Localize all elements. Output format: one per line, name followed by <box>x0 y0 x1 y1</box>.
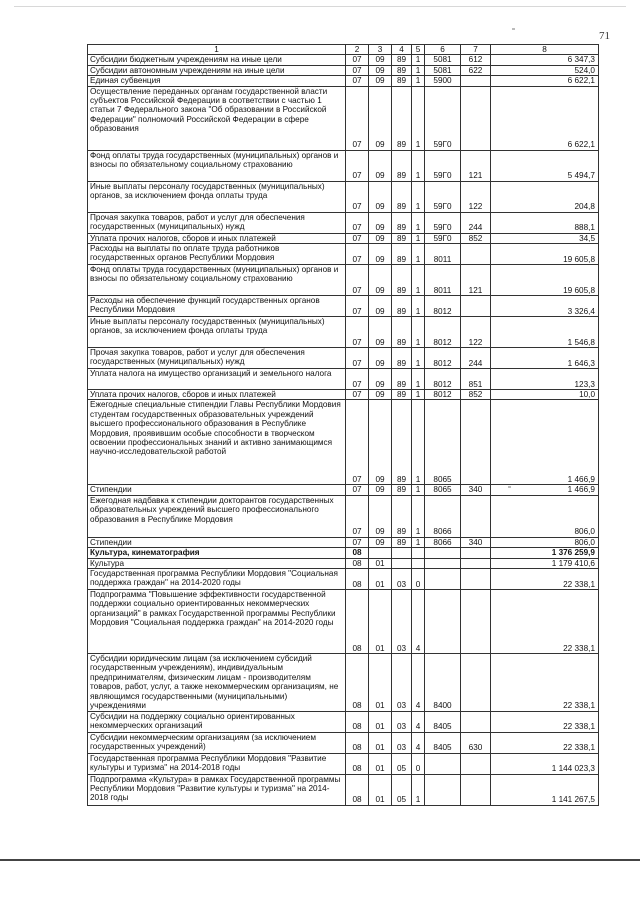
row-code-c4: 89 <box>392 369 412 390</box>
row-name: Стипендии <box>88 485 346 495</box>
row-name: Государственная программа Республики Мордовия "Развитие культуры и туризма" на 2014-2018 годы <box>88 753 346 774</box>
row-code-c5: 1 <box>412 495 425 537</box>
table-row <box>88 774 599 805</box>
row-code-c2: 07 <box>346 296 369 317</box>
table-row <box>88 711 599 732</box>
row-code-c2: 08 <box>346 558 369 568</box>
row-amount: 22 338,1 <box>491 654 599 711</box>
table-row <box>88 537 599 547</box>
row-code-c4: 89 <box>392 150 412 181</box>
row-code-c2: 07 <box>346 537 369 547</box>
row-code-c2: 08 <box>346 590 369 654</box>
row-code-c3: 09 <box>369 212 392 233</box>
table-row <box>88 181 599 212</box>
row-code-c3: 09 <box>369 485 392 495</box>
row-code-c2: 07 <box>346 233 369 243</box>
row-code-c2: 07 <box>346 485 369 495</box>
row-amount: 34,5 <box>491 233 599 243</box>
row-name: Расходы на обеспечение функций государственных органов Республики Мордовия <box>88 296 346 317</box>
row-code-c4: 89 <box>392 348 412 369</box>
row-code-c7: 244 <box>461 212 491 233</box>
row-code-c6: 8011 <box>425 244 461 265</box>
row-amount: 123,3 <box>491 369 599 390</box>
row-code-c5: 1 <box>412 55 425 65</box>
row-code-c6: 8400 <box>425 654 461 711</box>
row-code-c2: 08 <box>346 548 369 558</box>
row-name: Прочая закупка товаров, работ и услуг для обеспечения государственных (муниципальных) нужд <box>88 348 346 369</box>
row-code-c2: 07 <box>346 212 369 233</box>
row-code-c3: 09 <box>369 233 392 243</box>
row-code-c5: 1 <box>412 150 425 181</box>
row-code-c3: 01 <box>369 569 392 590</box>
row-code-c6: 5900 <box>425 76 461 86</box>
row-code-c6: 8066 <box>425 495 461 537</box>
row-code-c7: 851 <box>461 369 491 390</box>
row-code-c4: 89 <box>392 400 412 485</box>
row-name: Субсидии некоммерческим организациям (за исключением государственных учреждений) <box>88 732 346 753</box>
row-code-c2: 07 <box>346 317 369 348</box>
row-code-c7: 340 <box>461 537 491 547</box>
table-row <box>88 233 599 243</box>
row-amount: 6 622,1 <box>491 86 599 150</box>
row-name: Расходы на выплаты по оплате труда работников государственных органов Республики Мордовия <box>88 244 346 265</box>
row-code-c4: 03 <box>392 590 412 654</box>
row-amount: 22 338,1 <box>491 711 599 732</box>
row-code-c3: 09 <box>369 150 392 181</box>
scan-speck <box>508 486 511 488</box>
row-code-c5: 1 <box>412 317 425 348</box>
row-code-c7 <box>461 711 491 732</box>
row-code-c7 <box>461 558 491 568</box>
row-code-c7 <box>461 400 491 485</box>
row-code-c5: 0 <box>412 753 425 774</box>
table-row <box>88 86 599 150</box>
row-code-c4: 89 <box>392 212 412 233</box>
row-amount: 19 605,8 <box>491 265 599 296</box>
row-code-c7 <box>461 590 491 654</box>
table-row <box>88 390 599 400</box>
table-row <box>88 495 599 537</box>
row-code-c7: 122 <box>461 317 491 348</box>
row-code-c5: 1 <box>412 400 425 485</box>
row-code-c2: 08 <box>346 569 369 590</box>
budget-table <box>87 44 599 806</box>
row-code-c6: 8065 <box>425 485 461 495</box>
row-code-c4: 89 <box>392 390 412 400</box>
table-row <box>88 65 599 75</box>
table-row <box>88 348 599 369</box>
row-code-c7: 852 <box>461 390 491 400</box>
column-header: 8 <box>491 45 599 55</box>
row-code-c7 <box>461 244 491 265</box>
row-code-c5 <box>412 558 425 568</box>
row-amount: 1 141 267,5 <box>491 774 599 805</box>
row-code-c5: 1 <box>412 233 425 243</box>
row-code-c6: 8405 <box>425 711 461 732</box>
row-code-c3: 09 <box>369 390 392 400</box>
row-code-c6 <box>425 753 461 774</box>
table-row <box>88 55 599 65</box>
row-name: Уплата прочих налогов, сборов и иных платежей <box>88 390 346 400</box>
table-row <box>88 76 599 86</box>
row-code-c6: 8405 <box>425 732 461 753</box>
row-code-c7: 612 <box>461 55 491 65</box>
row-code-c6: 8066 <box>425 537 461 547</box>
row-name: Культура, кинематография <box>88 548 346 558</box>
row-amount: 1 466,9 <box>491 485 599 495</box>
row-code-c5: 4 <box>412 590 425 654</box>
row-code-c4 <box>392 548 412 558</box>
row-code-c4: 03 <box>392 711 412 732</box>
row-code-c6: 8012 <box>425 348 461 369</box>
row-code-c3: 09 <box>369 495 392 537</box>
row-code-c4: 03 <box>392 654 412 711</box>
row-amount: 1 179 410,6 <box>491 558 599 568</box>
row-code-c4: 89 <box>392 296 412 317</box>
row-amount: 806,0 <box>491 537 599 547</box>
row-code-c4: 89 <box>392 265 412 296</box>
row-code-c3: 09 <box>369 76 392 86</box>
table-row <box>88 369 599 390</box>
row-amount: 5 494,7 <box>491 150 599 181</box>
row-code-c5: 1 <box>412 537 425 547</box>
row-code-c5: 1 <box>412 76 425 86</box>
row-code-c2: 07 <box>346 244 369 265</box>
row-code-c3: 09 <box>369 86 392 150</box>
row-code-c4: 05 <box>392 753 412 774</box>
row-code-c7: 122 <box>461 181 491 212</box>
row-code-c5: 1 <box>412 86 425 150</box>
row-code-c5: 1 <box>412 181 425 212</box>
table-row <box>88 150 599 181</box>
row-code-c3: 01 <box>369 590 392 654</box>
row-name: Подпрограмма "Повышение эффективности государственной поддержки социально ориентированных некоммерческих организаций" в рамках Государственной программы Республики Мордовия "Социальная поддержка граждан" на 2014-2020 годы <box>88 590 346 654</box>
row-code-c5 <box>412 548 425 558</box>
row-code-c4: 89 <box>392 495 412 537</box>
row-code-c5: 1 <box>412 348 425 369</box>
row-name: Ежегодная надбавка к стипендии докторантов государственных образовательных учреждений высшего профессионального образования в Республике Мордовия <box>88 495 346 537</box>
row-code-c4: 89 <box>392 233 412 243</box>
row-name: Уплата прочих налогов, сборов и иных платежей <box>88 233 346 243</box>
row-code-c7: 630 <box>461 732 491 753</box>
table-row <box>88 548 599 558</box>
row-amount: 1 376 259,9 <box>491 548 599 558</box>
column-header: 6 <box>425 45 461 55</box>
row-code-c3 <box>369 548 392 558</box>
row-code-c2: 07 <box>346 55 369 65</box>
row-code-c3: 09 <box>369 317 392 348</box>
row-name: Субсидии на поддержку социально ориентированных некоммерческих организаций <box>88 711 346 732</box>
row-code-c6: 59Г0 <box>425 181 461 212</box>
row-code-c7 <box>461 495 491 537</box>
row-amount: 22 338,1 <box>491 590 599 654</box>
row-code-c2: 07 <box>346 390 369 400</box>
row-code-c7: 244 <box>461 348 491 369</box>
row-name: Осуществление переданных органам государственной власти субъектов Российской Федерации в соответствии с частью 1 статьи 7 Федерального закона "Об образовании в Российской Федерации" полномочий Российской Федерации в сфере образования <box>88 86 346 150</box>
row-name: Фонд оплаты труда государственных (муниципальных) органов и взносы по обязательному социальному страхованию <box>88 265 346 296</box>
row-code-c7 <box>461 86 491 150</box>
row-code-c6: 59Г0 <box>425 86 461 150</box>
table-row <box>88 296 599 317</box>
row-code-c6 <box>425 558 461 568</box>
table-row <box>88 317 599 348</box>
row-code-c5: 4 <box>412 711 425 732</box>
row-amount: 3 326,4 <box>491 296 599 317</box>
table-row <box>88 590 599 654</box>
table-row <box>88 654 599 711</box>
row-code-c2: 07 <box>346 76 369 86</box>
row-code-c4: 89 <box>392 537 412 547</box>
row-code-c2: 07 <box>346 265 369 296</box>
row-name: Единая субвенция <box>88 76 346 86</box>
row-code-c3: 09 <box>369 400 392 485</box>
row-code-c2: 07 <box>346 86 369 150</box>
row-code-c2: 08 <box>346 732 369 753</box>
table-row <box>88 400 599 485</box>
row-code-c4 <box>392 558 412 568</box>
row-name: Прочая закупка товаров, работ и услуг для обеспечения государственных (муниципальных) нужд <box>88 212 346 233</box>
row-code-c4: 89 <box>392 317 412 348</box>
row-code-c7 <box>461 753 491 774</box>
row-code-c2: 07 <box>346 348 369 369</box>
table-header-row <box>88 45 599 55</box>
row-name: Субсидии бюджетным учреждениям на иные цели <box>88 55 346 65</box>
row-code-c7: 121 <box>461 150 491 181</box>
row-name: Субсидии автономным учреждениям на иные цели <box>88 65 346 75</box>
table-row <box>88 569 599 590</box>
row-code-c5: 1 <box>412 244 425 265</box>
row-amount: 1 144 023,3 <box>491 753 599 774</box>
row-code-c7: 852 <box>461 233 491 243</box>
row-code-c4: 89 <box>392 485 412 495</box>
column-header: 7 <box>461 45 491 55</box>
row-name: Фонд оплаты труда государственных (муниципальных) органов и взносы по обязательному социальному страхованию <box>88 150 346 181</box>
row-code-c2: 07 <box>346 400 369 485</box>
table-row <box>88 212 599 233</box>
row-code-c5: 1 <box>412 369 425 390</box>
row-amount: 1 466,9 <box>491 400 599 485</box>
row-code-c6 <box>425 590 461 654</box>
row-code-c3: 01 <box>369 753 392 774</box>
row-code-c5: 1 <box>412 390 425 400</box>
row-amount: 6 622,1 <box>491 76 599 86</box>
row-code-c7 <box>461 774 491 805</box>
row-code-c4: 89 <box>392 76 412 86</box>
row-code-c6: 8065 <box>425 400 461 485</box>
row-code-c6: 5081 <box>425 65 461 75</box>
column-header: 5 <box>412 45 425 55</box>
row-code-c7 <box>461 654 491 711</box>
row-code-c7 <box>461 76 491 86</box>
column-header: 3 <box>369 45 392 55</box>
row-code-c6: 8012 <box>425 317 461 348</box>
table-body <box>88 45 599 806</box>
row-name: Культура <box>88 558 346 568</box>
row-name: Ежегодные специальные стипендии Главы Республики Мордовия студентам государственных образовательных учреждений высшего профессионального образования в Республике Мордовия, проявившим особые способности в творческом освоении профессиональных знаний и активно занимающимся научно-исследовательской работой <box>88 400 346 485</box>
row-code-c7 <box>461 296 491 317</box>
row-code-c3: 09 <box>369 181 392 212</box>
row-amount: 10,0 <box>491 390 599 400</box>
row-code-c3: 09 <box>369 369 392 390</box>
row-code-c5: 1 <box>412 212 425 233</box>
row-code-c6: 8011 <box>425 265 461 296</box>
row-code-c4: 89 <box>392 86 412 150</box>
row-code-c6: 8012 <box>425 296 461 317</box>
row-code-c2: 07 <box>346 495 369 537</box>
row-code-c3: 09 <box>369 244 392 265</box>
row-amount: 19 605,8 <box>491 244 599 265</box>
row-code-c6: 5081 <box>425 55 461 65</box>
column-header: 2 <box>346 45 369 55</box>
row-code-c6: 8012 <box>425 369 461 390</box>
row-code-c6: 59Г0 <box>425 233 461 243</box>
row-amount: 22 338,1 <box>491 732 599 753</box>
row-code-c3: 09 <box>369 65 392 75</box>
row-code-c3: 01 <box>369 774 392 805</box>
table-row <box>88 485 599 495</box>
row-name: Иные выплаты персоналу государственных (муниципальных) органов, за исключением фонда оплаты труда <box>88 181 346 212</box>
row-name: Иные выплаты персоналу государственных (муниципальных) органов, за исключением фонда оплаты труда <box>88 317 346 348</box>
row-code-c6 <box>425 774 461 805</box>
row-code-c5: 1 <box>412 65 425 75</box>
scan-bottom-rule <box>0 859 640 861</box>
row-amount: 204,8 <box>491 181 599 212</box>
row-code-c4: 89 <box>392 55 412 65</box>
row-code-c5: 1 <box>412 265 425 296</box>
row-amount: 524,0 <box>491 65 599 75</box>
row-code-c2: 08 <box>346 753 369 774</box>
table-row <box>88 558 599 568</box>
row-code-c2: 08 <box>346 654 369 711</box>
row-code-c2: 07 <box>346 369 369 390</box>
row-code-c6: 59Г0 <box>425 212 461 233</box>
scan-top-rule <box>14 6 626 7</box>
row-code-c5: 4 <box>412 654 425 711</box>
row-code-c3: 09 <box>369 265 392 296</box>
row-amount: 6 347,3 <box>491 55 599 65</box>
row-code-c6 <box>425 569 461 590</box>
row-code-c4: 89 <box>392 244 412 265</box>
row-name: Субсидии юридическим лицам (за исключением субсидий государственным учреждениям), индивидуальным предпринимателям, физическим лицам - производителям товаров, работ, услуг, а также некоммерческим организациям, не являющимся государственными (муниципальными) учреждениями <box>88 654 346 711</box>
row-code-c7: 622 <box>461 65 491 75</box>
table-row <box>88 753 599 774</box>
row-code-c5: 0 <box>412 569 425 590</box>
row-name: Уплата налога на имущество организаций и земельного налога <box>88 369 346 390</box>
row-name: Государственная программа Республики Мордовия "Социальная поддержка граждан" на 2014-2020 годы <box>88 569 346 590</box>
row-code-c2: 08 <box>346 711 369 732</box>
row-code-c2: 08 <box>346 774 369 805</box>
row-code-c3: 09 <box>369 537 392 547</box>
row-code-c5: 1 <box>412 296 425 317</box>
row-code-c4: 89 <box>392 181 412 212</box>
column-header: 4 <box>392 45 412 55</box>
row-code-c5: 1 <box>412 774 425 805</box>
row-code-c3: 01 <box>369 558 392 568</box>
row-code-c7 <box>461 569 491 590</box>
row-code-c3: 09 <box>369 296 392 317</box>
row-code-c3: 01 <box>369 654 392 711</box>
row-code-c2: 07 <box>346 150 369 181</box>
row-code-c5: 1 <box>412 485 425 495</box>
row-amount: 1 546,8 <box>491 317 599 348</box>
row-code-c7: 121 <box>461 265 491 296</box>
row-code-c3: 01 <box>369 711 392 732</box>
row-amount: 888,1 <box>491 212 599 233</box>
row-code-c2: 07 <box>346 65 369 75</box>
row-code-c3: 09 <box>369 348 392 369</box>
row-code-c3: 09 <box>369 55 392 65</box>
page-number: 71 <box>599 30 610 42</box>
table-row <box>88 265 599 296</box>
row-code-c4: 03 <box>392 569 412 590</box>
row-code-c4: 03 <box>392 732 412 753</box>
row-code-c6: 8012 <box>425 390 461 400</box>
scan-speck <box>512 28 515 30</box>
row-amount: 1 646,3 <box>491 348 599 369</box>
row-name: Стипендии <box>88 537 346 547</box>
column-header: 1 <box>88 45 346 55</box>
row-code-c2: 07 <box>346 181 369 212</box>
table-row <box>88 732 599 753</box>
row-code-c7: 340 <box>461 485 491 495</box>
row-code-c4: 89 <box>392 65 412 75</box>
row-name: Подпрограмма «Культура» в рамках Государственной программы Республики Мордовия "Развитие культуры и туризма" на 2014-2018 годы <box>88 774 346 805</box>
row-amount: 22 338,1 <box>491 569 599 590</box>
row-code-c5: 4 <box>412 732 425 753</box>
row-code-c3: 01 <box>369 732 392 753</box>
row-code-c7 <box>461 548 491 558</box>
table-row <box>88 244 599 265</box>
row-code-c6 <box>425 548 461 558</box>
row-code-c4: 05 <box>392 774 412 805</box>
row-amount: 806,0 <box>491 495 599 537</box>
row-code-c6: 59Г0 <box>425 150 461 181</box>
